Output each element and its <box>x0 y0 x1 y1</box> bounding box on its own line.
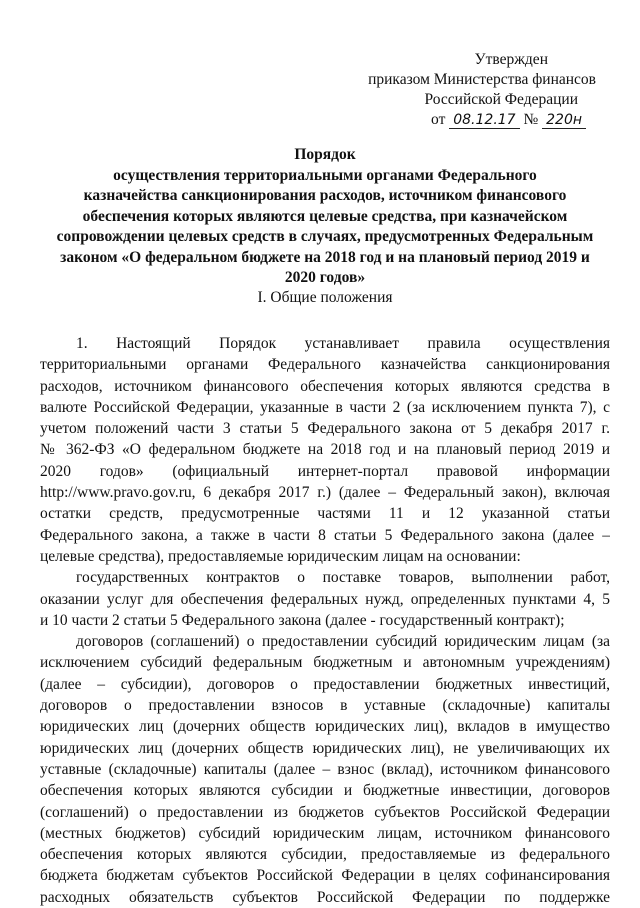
body-line: юридических лиц (дочерних обществ юридических лиц), не увеличивающих их <box>40 739 610 757</box>
body-line: договоров (соглашений) о предоставлении субсидий юридическим лицам (за <box>76 633 610 651</box>
body-line: валюте Российской Федерации, указанные в части 2 (за исключением пункта 7), с <box>40 398 610 416</box>
title-line: обеспечения которых являются целевые средства, при казначейском <box>82 207 568 225</box>
body-line: обеспечения которых являются субсидии, предоставляемые из федерального <box>40 846 610 864</box>
title-line: 2020 годов» <box>284 269 366 286</box>
body-line: бюджета бюджетам субъектов Российской Федерации в целях софинансирования <box>40 867 610 885</box>
title-line: осуществления территориальными органами Федерального <box>113 166 537 184</box>
body-line: (местных бюджетов) субсидий юридическим лицам, источником финансового <box>40 824 610 842</box>
body-line: (далее – субсидии), договоров о предоставлении бюджетных инвестиций, <box>40 675 610 693</box>
approval-line-3: Российской Федерации <box>424 91 578 108</box>
body-line: обеспечения которых являются субсидии и бюджетные инвестиции, договоров <box>40 782 610 800</box>
approval-line-2: приказом Министерства финансов <box>368 71 596 88</box>
approval-date-line <box>368 110 596 130</box>
body-line: уставные (складочные) капиталы (далее – взнос (вклад), источником финансового <box>40 760 610 778</box>
date-handwritten: 08.12.17 <box>449 112 519 129</box>
title-heading: Порядок <box>294 146 356 163</box>
document-title <box>40 145 610 289</box>
body-line: договоров о предоставлении взносов в уставные (складочные) капиталы <box>40 697 610 715</box>
date-prefix: от <box>431 111 446 128</box>
body-line: учетом положений части 3 статьи 5 Федерального закона от 5 декабря 2017 г. <box>40 420 610 438</box>
title-line: казначейства санкционирования расходов, источником финансового <box>83 187 567 204</box>
body-line: 2020 годов» (официальный интернет-портал правовой информации <box>40 462 610 480</box>
body-line: № 362-ФЗ «О федеральном бюджете на 2018 год и на плановый период 2019 и <box>40 441 610 459</box>
body-line: расходных обязательств субъектов Российской Федерации по поддержке <box>40 888 610 906</box>
section-title: I. Общие положения <box>257 289 393 306</box>
body-line: остатки средств, предусмотренные частями 11 и 12 указанной статьи <box>40 505 610 523</box>
body-line: государственных контрактов о поставке товаров, выполнении работ, <box>76 569 610 587</box>
body-line: Федерального закона, а также в части 8 статьи 5 Федерального закона (далее – <box>40 526 610 544</box>
number-handwritten: 220н <box>542 112 586 129</box>
title-line: законом «О федеральном бюджете на 2018 год и на плановый период 2019 и <box>60 248 590 266</box>
body-line: юридических лиц (дочерних обществ юридических лиц), вкладов в имущество <box>40 718 610 736</box>
body-line: территориальными органами Федерального казначейства санкционирования <box>40 356 610 374</box>
document-body <box>40 333 610 908</box>
body-line: расходов, источником финансового обеспечения которых являются средства в <box>40 377 610 395</box>
approval-line-1: Утвержден <box>474 51 548 68</box>
approval-block <box>368 50 596 130</box>
title-line: сопровождении целевых средств в случаях, предусмотренных Федеральным <box>56 228 594 245</box>
body-line: оказании услуг для обеспечения федеральных нужд, определенных пунктами 4, 5 <box>40 590 610 608</box>
number-prefix: № <box>523 111 539 128</box>
body-line: 1. Настоящий Порядок устанавливает правила осуществления <box>76 335 610 352</box>
body-line: исключением субсидий федеральным бюджетным и автономным учреждениям) <box>40 654 610 672</box>
body-line: (соглашений) о предоставлении из бюджетов субъектов Российской Федерации <box>40 803 610 821</box>
body-line: и 10 части 2 статьи 5 Федерального закона (далее - государственный контракт); <box>40 611 565 629</box>
body-line: целевые средства), предоставляемые юридическим лицам на основании: <box>40 547 521 565</box>
body-line: http://www.pravo.gov.ru, 6 декабря 2017 г.) (далее – Федеральный закон), включая <box>40 484 610 502</box>
